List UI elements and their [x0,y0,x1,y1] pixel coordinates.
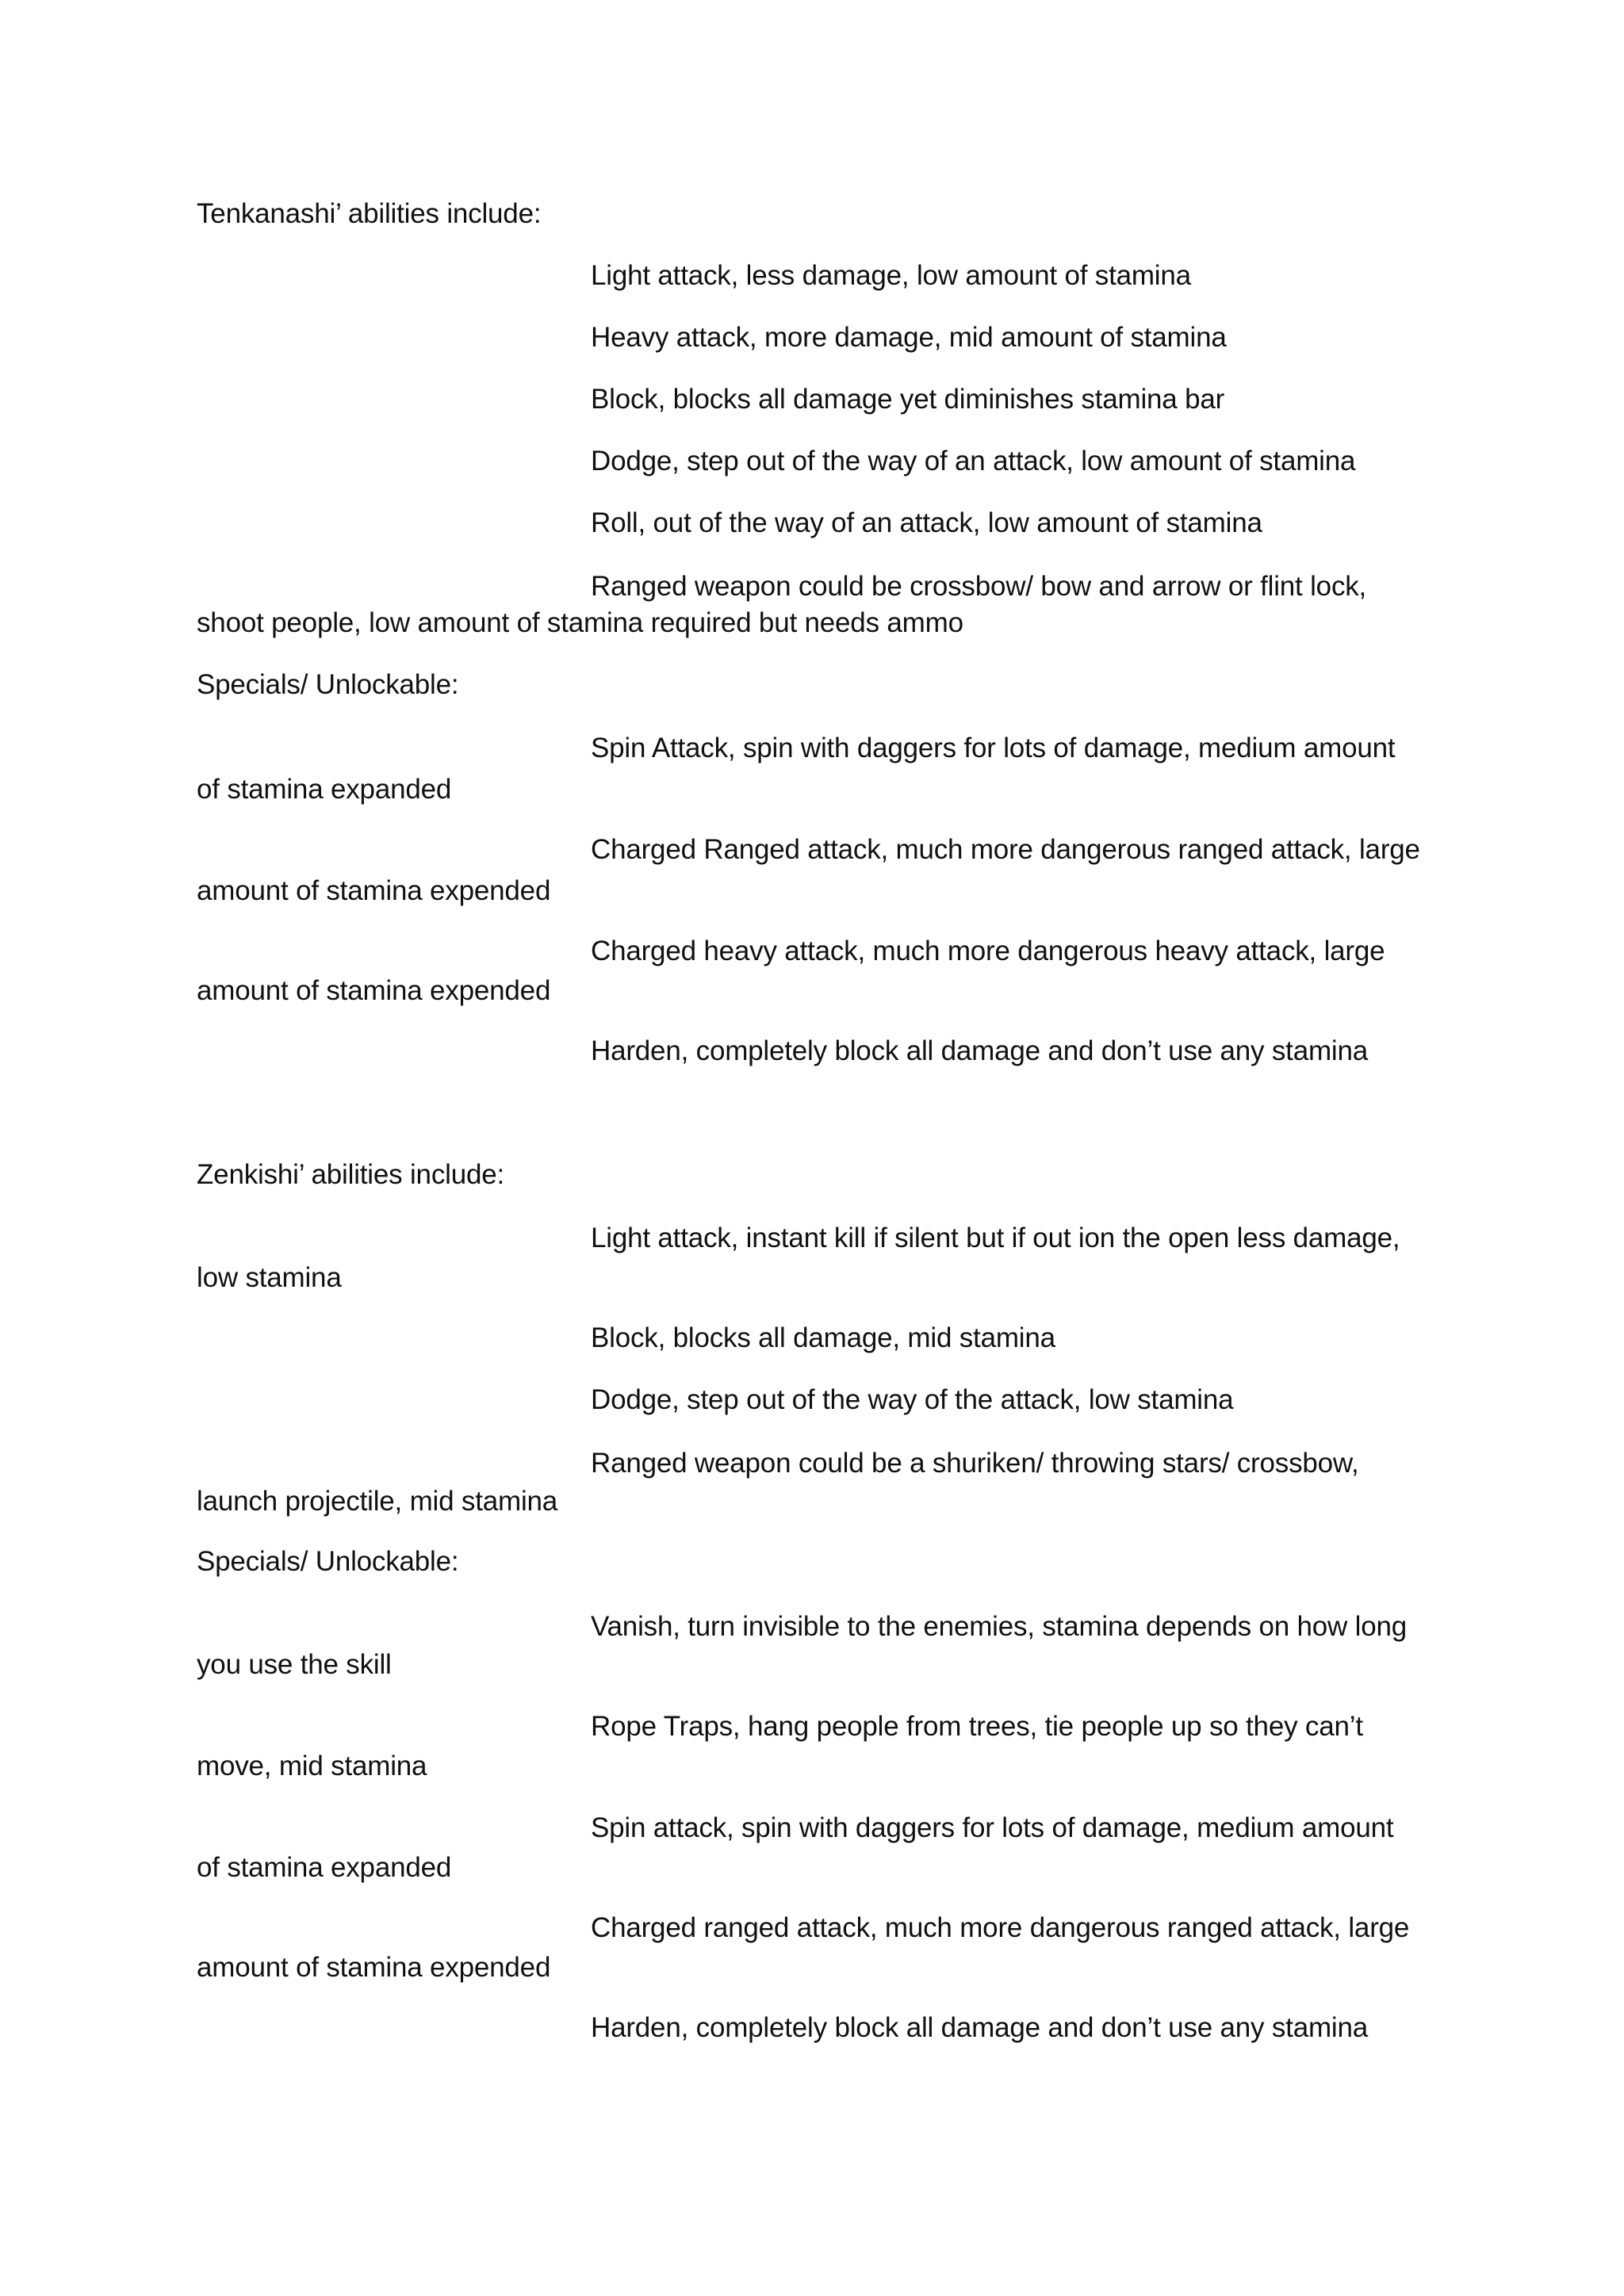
special-line: Charged heavy attack, much more dangerous heavy attack, large [591,936,1385,966]
special-line: Harden, completely block all damage and don’t use any stamina [591,2012,1369,2043]
ability-line: Ranged weapon could be crossbow/ bow and arrow or flint lock, [591,571,1367,602]
special-continuation: you use the skill [197,1649,392,1680]
special-line: Harden, completely block all damage and don’t use any stamina [591,1035,1369,1066]
special-continuation: move, mid stamina [197,1751,427,1781]
section-heading: Tenkanashi’ abilities include: [197,198,542,229]
ability-line: Block, blocks all damage yet diminishes stamina bar [591,384,1225,415]
ability-line: Dodge, step out of the way of the attack, low stamina [591,1384,1234,1415]
special-continuation: amount of stamina expended [197,975,551,1006]
ability-line: Dodge, step out of the way of an attack, low amount of stamina [591,446,1356,476]
special-line: Charged ranged attack, much more dangerous ranged attack, large [591,1912,1410,1943]
ability-line: Light attack, less damage, low amount of stamina [591,260,1191,291]
specials-heading: Specials/ Unlockable: [197,669,459,700]
ability-line: Roll, out of the way of an attack, low amount of stamina [591,507,1262,538]
special-line: Spin Attack, spin with daggers for lots of damage, medium amount [591,733,1396,763]
special-continuation: amount of stamina expended [197,875,551,906]
ability-continuation: launch projectile, mid stamina [197,1486,558,1517]
special-continuation: of stamina expanded [197,1852,452,1883]
ability-line: Heavy attack, more damage, mid amount of stamina [591,322,1227,353]
special-continuation: amount of stamina expended [197,1952,551,1983]
special-line: Rope Traps, hang people from trees, tie people up so they can’t [591,1711,1363,1742]
special-continuation: of stamina expanded [197,774,452,805]
ability-line: Block, blocks all damage, mid stamina [591,1322,1055,1353]
special-line: Charged Ranged attack, much more dangerous ranged attack, large [591,834,1420,865]
ability-continuation: shoot people, low amount of stamina required but needs ammo [197,607,963,638]
ability-continuation: low stamina [197,1262,342,1293]
ability-line: Ranged weapon could be a shuriken/ throwing stars/ crossbow, [591,1448,1359,1479]
special-line: Vanish, turn invisible to the enemies, stamina depends on how long [591,1611,1408,1642]
section-heading: Zenkishi’ abilities include: [197,1159,505,1190]
specials-heading: Specials/ Unlockable: [197,1546,459,1577]
special-line: Spin attack, spin with daggers for lots of damage, medium amount [591,1812,1394,1843]
ability-line: Light attack, instant kill if silent but if out ion the open less damage, [591,1223,1400,1253]
